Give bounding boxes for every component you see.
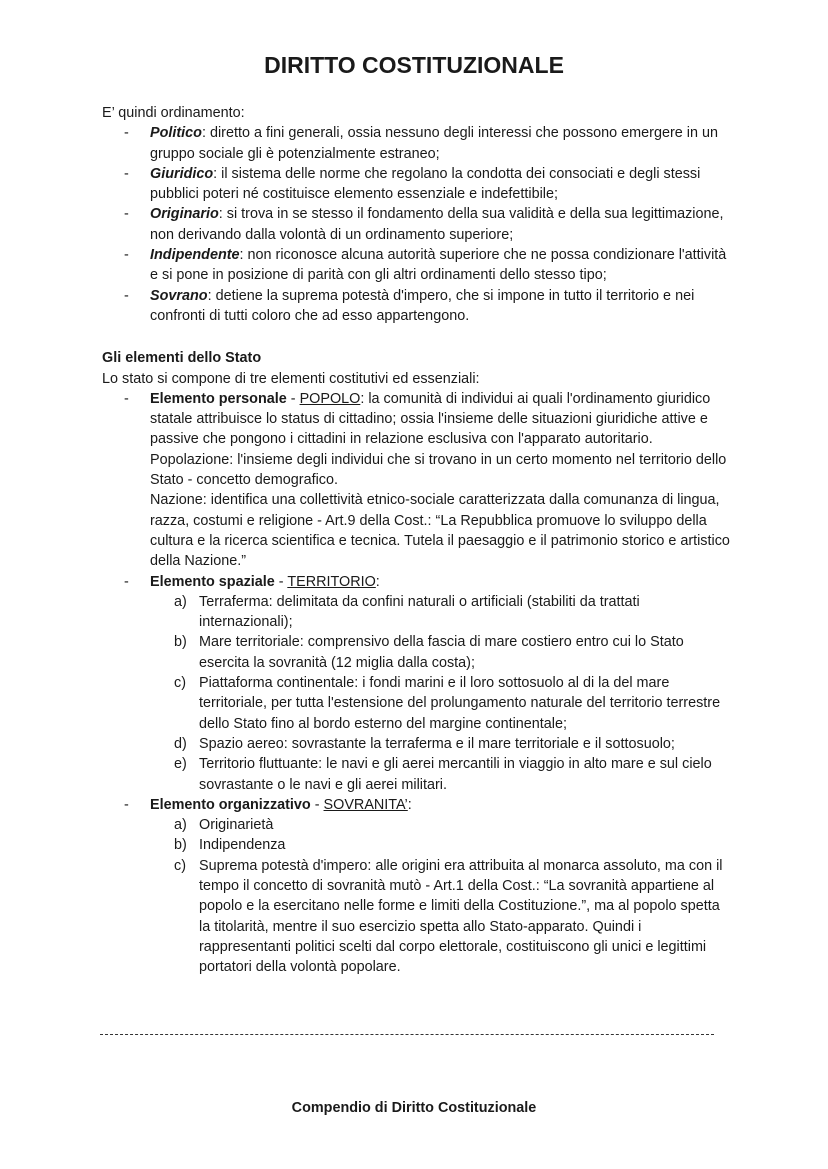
item-term: Elemento personale: [150, 390, 287, 407]
item-colon: :: [375, 573, 380, 590]
item-text: : detiene la suprema potestà d'impero, che si impone in tutto il territorio e nei confronti di tutti coloro che ad esso appartengono.: [150, 287, 695, 324]
list-item: [150, 856, 734, 978]
sovranita-list: [150, 815, 734, 977]
page-content: [102, 103, 734, 977]
page-title: DIRITTO COSTITUZIONALE: [264, 52, 564, 78]
item-keyword: SOVRANITA’: [323, 796, 408, 813]
item-text: : diretto a fini generali, ossia nessuno degli interessi che possono emergere in un gruppo sociale gli è potenzialmente estraneo;: [150, 125, 718, 162]
item-text: Piattaforma continentale: i fondi marini e il loro sottosuolo al di la del mare territoriale, per tutta l'estensione del prolungamento naturale del territorio terrestre dello Stato fino al bordo esterno del margine continentale;: [199, 675, 721, 732]
page-footer: Compendio di Diritto Costituzionale: [291, 1100, 537, 1116]
list-item: [150, 673, 734, 734]
list-item-elemento-organizzativo: [102, 795, 734, 978]
item-marker: b): [174, 837, 187, 854]
item-text: Terraferma: delimitata da confini naturali o artificiali (stabiliti da trattati internazionali);: [199, 593, 640, 631]
list-item: [150, 734, 734, 754]
item-term: Giuridico: [150, 165, 214, 182]
list-item: [102, 204, 734, 245]
list-item: [102, 286, 734, 327]
section-heading: Gli elementi dello Stato: [102, 350, 262, 367]
list-item: [150, 632, 734, 673]
list-item: [150, 592, 734, 633]
item-keyword: POPOLO: [299, 390, 361, 407]
item-text: Mare territoriale: comprensivo della fascia di mare costiero entro cui lo Stato esercita la sovranità (12 miglia dalla costa);: [199, 634, 684, 671]
intro-text: E’ quindi ordinamento:: [102, 105, 245, 121]
item-separator: -: [274, 573, 288, 590]
list-item: [102, 245, 734, 286]
item-term: Indipendente: [150, 247, 240, 264]
item-text: Suprema potestà d'impero: alle origini era attribuita al monarca assoluto, ma con il tempo il concetto di sovranità mutò - Art.1 della Cost.: “La sovranità appartiene al popolo e la esercitano nelle forme e limiti della Costituzione.”, ma al popolo spetta la titolarità, mentre il suo esercizio spetta allo Stato-apparato. Quindi i rappresentanti politici scelti dal corpo elettorale, costituiscono gli unici e legittimi portatori della volontà popolare.: [199, 857, 723, 976]
item-marker: d): [174, 735, 187, 752]
item-term: Originario: [150, 206, 219, 223]
item-marker: a): [174, 817, 187, 834]
territorio-list: [150, 592, 734, 795]
item-term: Sovrano: [150, 287, 208, 304]
item-term: Elemento spaziale: [150, 573, 275, 590]
item-text: Territorio fluttuante: le navi e gli aerei mercantili in viaggio in alto mare e sul cielo sovrastante o le navi e gli aerei militari.: [199, 756, 712, 793]
item-text: : non riconosce alcuna autorità superiore che ne possa condizionare l'attività e si pone in posizione di parità con gli altri ordinamenti dello stesso tipo;: [150, 247, 727, 284]
item-text: Spazio aereo: sovrastante la terraferma e il mare territoriale e il sottosuolo;: [199, 735, 675, 752]
popolazione-text: Popolazione: l'insieme degli individui che si trovano in un certo momento nel territorio dello Stato - concetto demografico.: [150, 451, 727, 489]
section-intro: Lo stato si compone di tre elementi costitutivi ed essenziali:: [102, 370, 480, 387]
dashed-divider: [100, 1034, 714, 1035]
item-marker: c): [174, 675, 186, 692]
item-term: Elemento organizzativo: [150, 796, 311, 813]
list-item-elemento-personale: [102, 389, 734, 572]
list-item: [102, 123, 734, 164]
item-marker: c): [174, 857, 186, 874]
item-marker: e): [174, 756, 187, 773]
list-item-elemento-spaziale: [102, 572, 734, 795]
list-item: [150, 815, 734, 835]
nazione-text: Nazione: identifica una collettività etnico-sociale caratterizzata dalla comunanza di lingua, razza, costumi e religione - Art.9 della Cost.: “La Repubblica promuove lo sviluppo della cultura e la ricerca scientifica e tecnica. Tutela il paesaggio e il patrimonio storico e artistico della Nazione.”: [150, 492, 730, 570]
item-text: : il sistema delle norme che regolano la condotta dei consociati e degli stessi pubblici poteri né costituisce elemento essenziale e indefettibile;: [150, 165, 701, 203]
item-text: : si trova in se stesso il fondamento della sua validità e della sua legittimazione, non derivando dalla volontà di un ordinamento superiore;: [150, 206, 724, 243]
item-marker: a): [174, 593, 187, 610]
item-keyword: TERRITORIO: [287, 573, 376, 590]
item-text: Originarietà: [199, 817, 274, 834]
item-marker: b): [174, 634, 187, 651]
ordinamento-list: [102, 123, 734, 326]
item-text: Indipendenza: [199, 837, 286, 854]
item-text: : la comunità di individui ai quali l'ordinamento giuridico statale attribuisce lo status di cittadino; ossia l'insieme delle situazioni giuridiche attive e passive che pongono i cittadini in relazione esclusiva con l'apparato autoritario.: [150, 390, 711, 448]
item-colon: :: [407, 796, 412, 813]
list-item: [150, 835, 734, 855]
elementi-list: [102, 389, 734, 978]
item-term: Politico: [150, 125, 202, 142]
list-item: [150, 754, 734, 795]
item-separator: -: [286, 390, 300, 407]
list-item: [102, 164, 734, 205]
item-separator: -: [310, 796, 324, 813]
